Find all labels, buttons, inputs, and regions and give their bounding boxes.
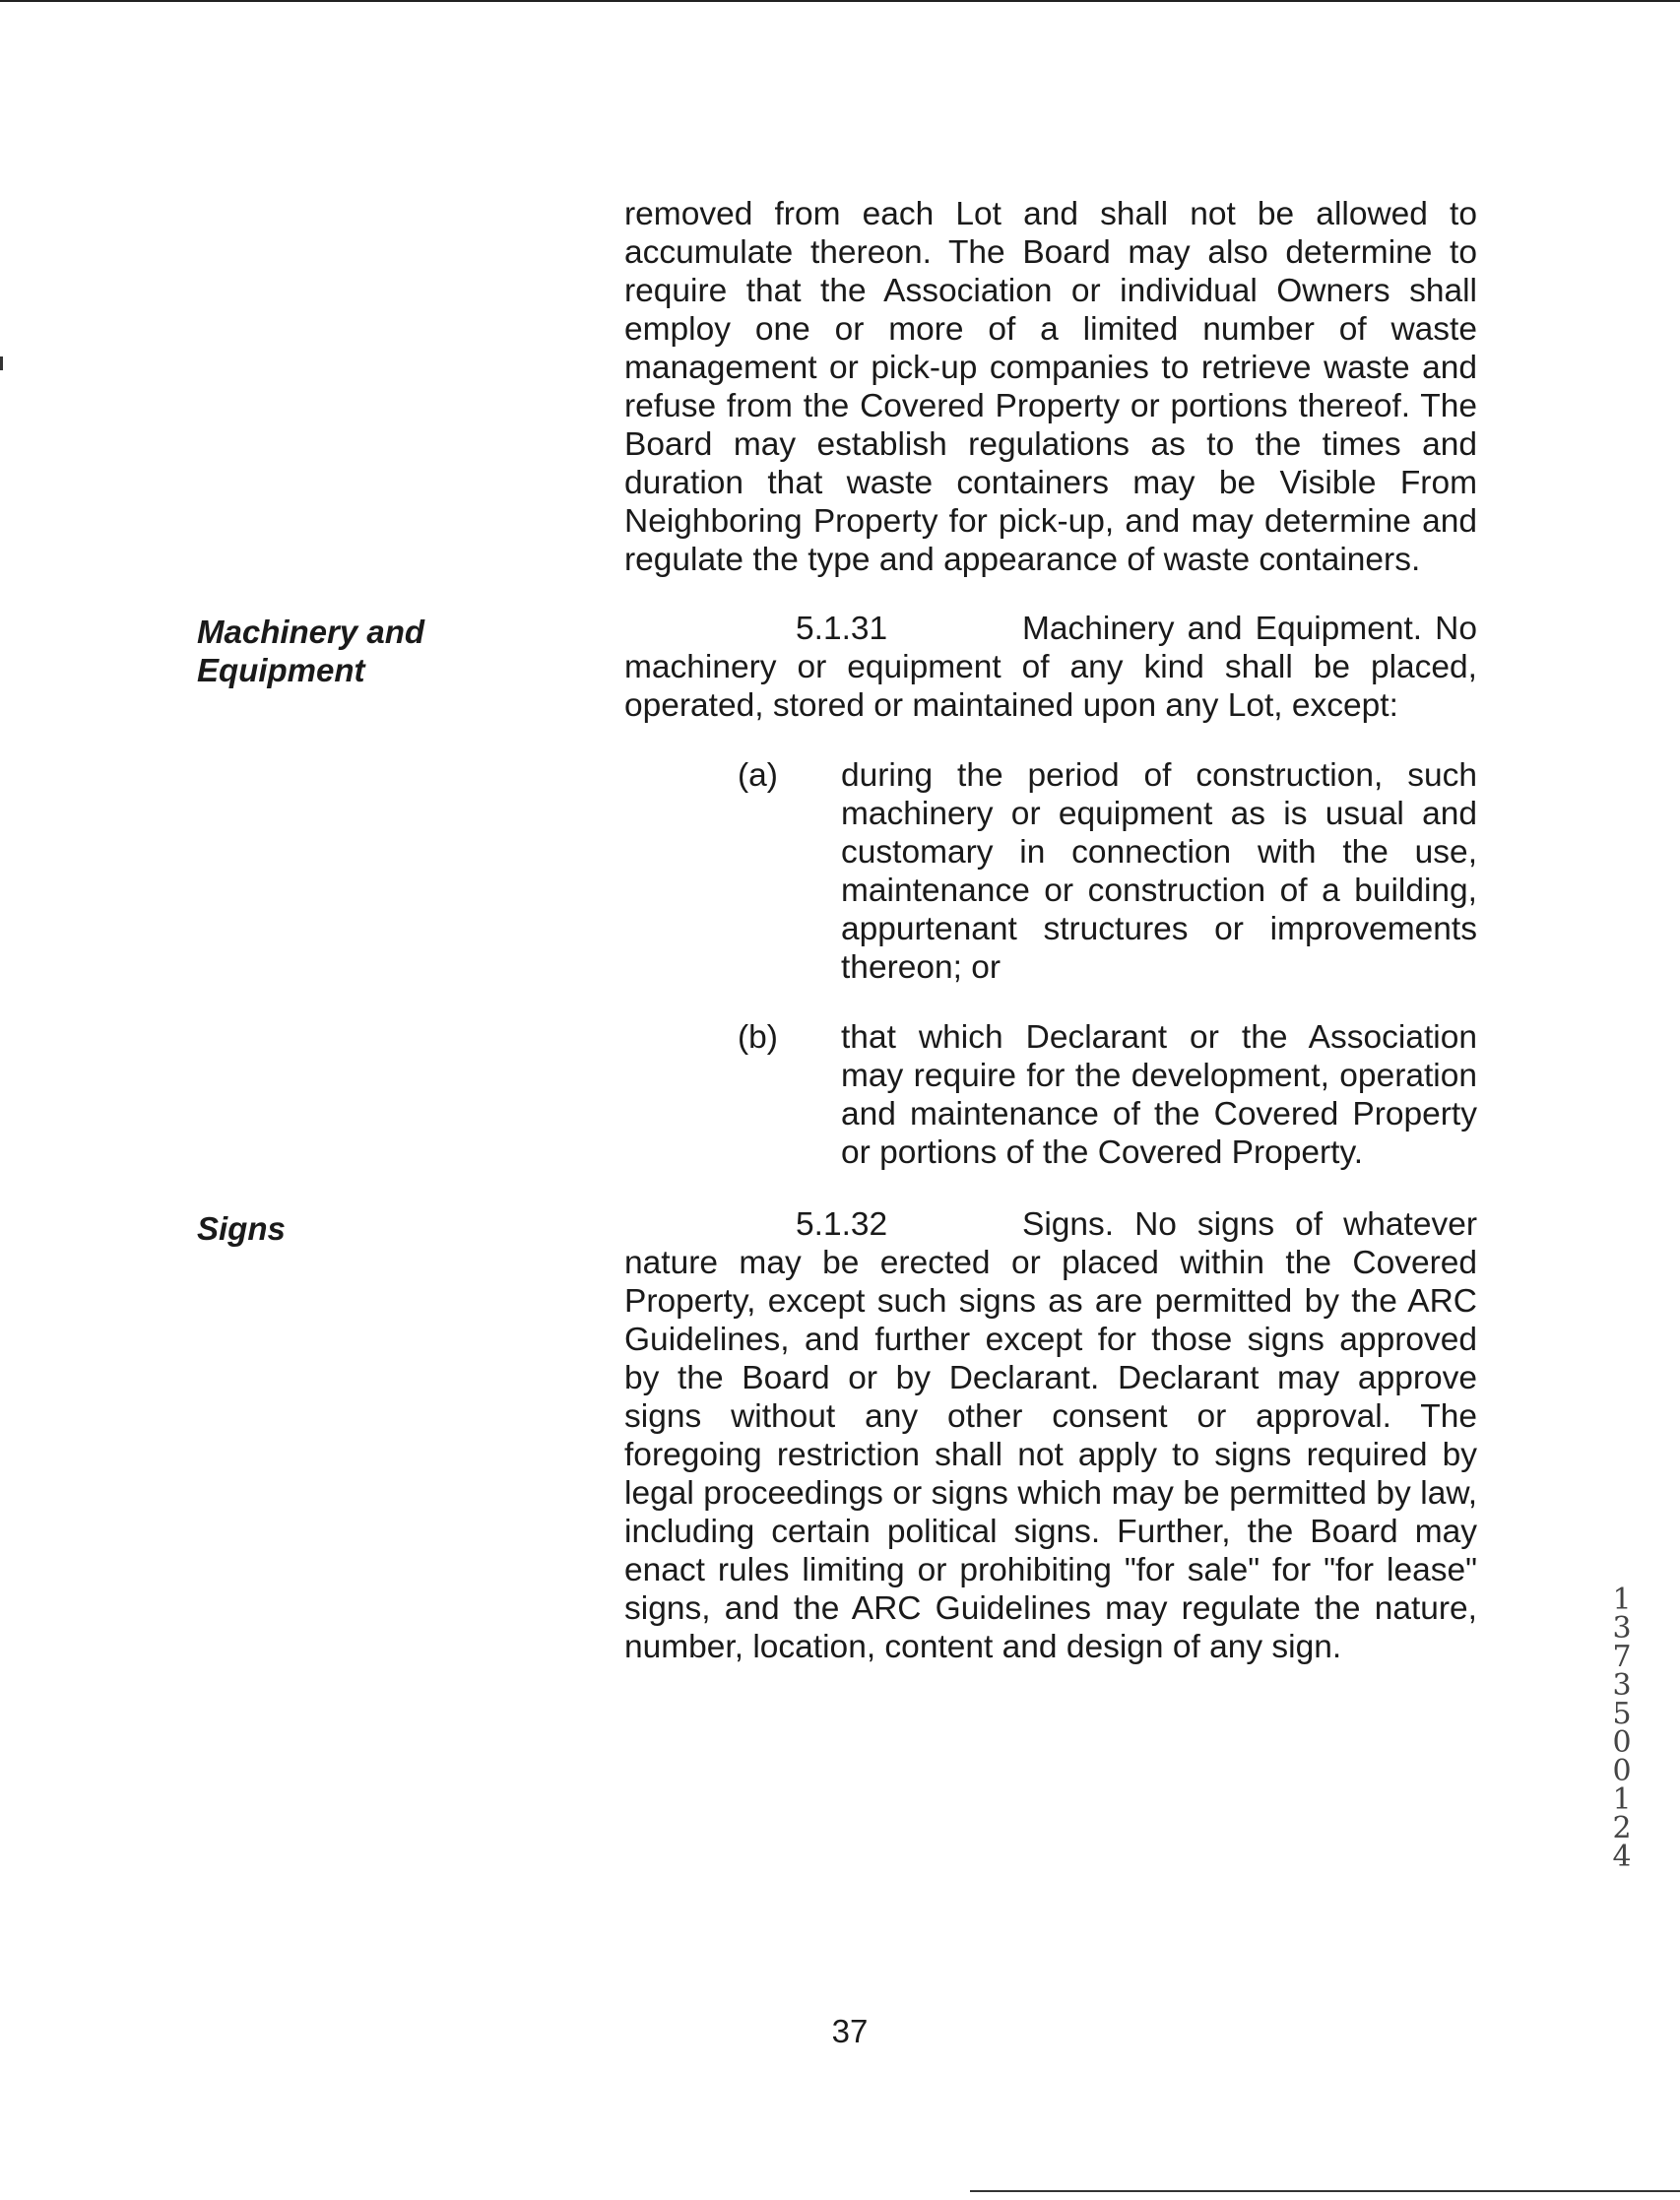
section-text: Machinery and Equipment. No machinery or equipment of any kind shall be placed, operated, stored or maintained upon any Lot, except:	[624, 611, 1477, 724]
margin-heading-signs: Signs	[197, 1210, 286, 1247]
list-item-label: (b)	[738, 1019, 778, 1056]
section-text: Signs. No signs of whatever nature may be erected or placed within the Covered Property, except such signs as are permitted by the ARC Guidelines, and further except for those signs approved by the Board or by Declarant. Declarant may approve signs without any other consent or approval. The foregoing restriction shall not apply to signs required by legal proceedings or signs which may be permitted by law, including certain political signs. Further, the Board may enact rules limiting or prohibiting "for sale" for "for lease" signs, and the ARC Guidelines may regulate the nature, number, location, content and design of any sign.	[624, 1206, 1477, 1665]
list-item-label: (a)	[738, 757, 778, 794]
scan-edge-top	[0, 0, 1680, 2]
section-number: 5.1.32	[796, 1206, 888, 1243]
scan-edge-bottom	[970, 2190, 1680, 2192]
section-5-1-31-paragraph	[624, 610, 1477, 725]
continuation-paragraph: removed from each Lot and shall not be allowed to accumulate thereon. The Board may also determine to require that the Association or individual Owners shall employ one or more of a limited number of waste management or pick-up companies to retrieve waste and refuse from the Covered Property or portions thereof. The Board may establish regulations as to the times and duration that waste containers may be Visible From Neighboring Property for pick-up, and may determine and regulate the type and appearance of waste containers.	[624, 196, 1477, 578]
margin-heading-machinery: Machinery and Equipment	[197, 614, 425, 688]
list-item-text: that which Declarant or the Association may require for the development, operation and maintenance of the Covered Property or portions of the Covered Property.	[841, 1019, 1477, 1171]
section-5-1-32-paragraph	[624, 1205, 1477, 1666]
page-number: 37	[831, 2013, 869, 2049]
list-item-text: during the period of construction, such machinery or equipment as is usual and customary in connection with the use, maintenance or construction of a building, appurtenant structures or improvements thereon; or	[841, 757, 1477, 986]
scan-edge-mark	[0, 356, 3, 370]
section-number: 5.1.31	[796, 611, 888, 647]
list-item	[738, 1018, 1478, 1176]
bates-number: 13735 00124	[1612, 1583, 1632, 1874]
list-item	[738, 756, 1478, 993]
